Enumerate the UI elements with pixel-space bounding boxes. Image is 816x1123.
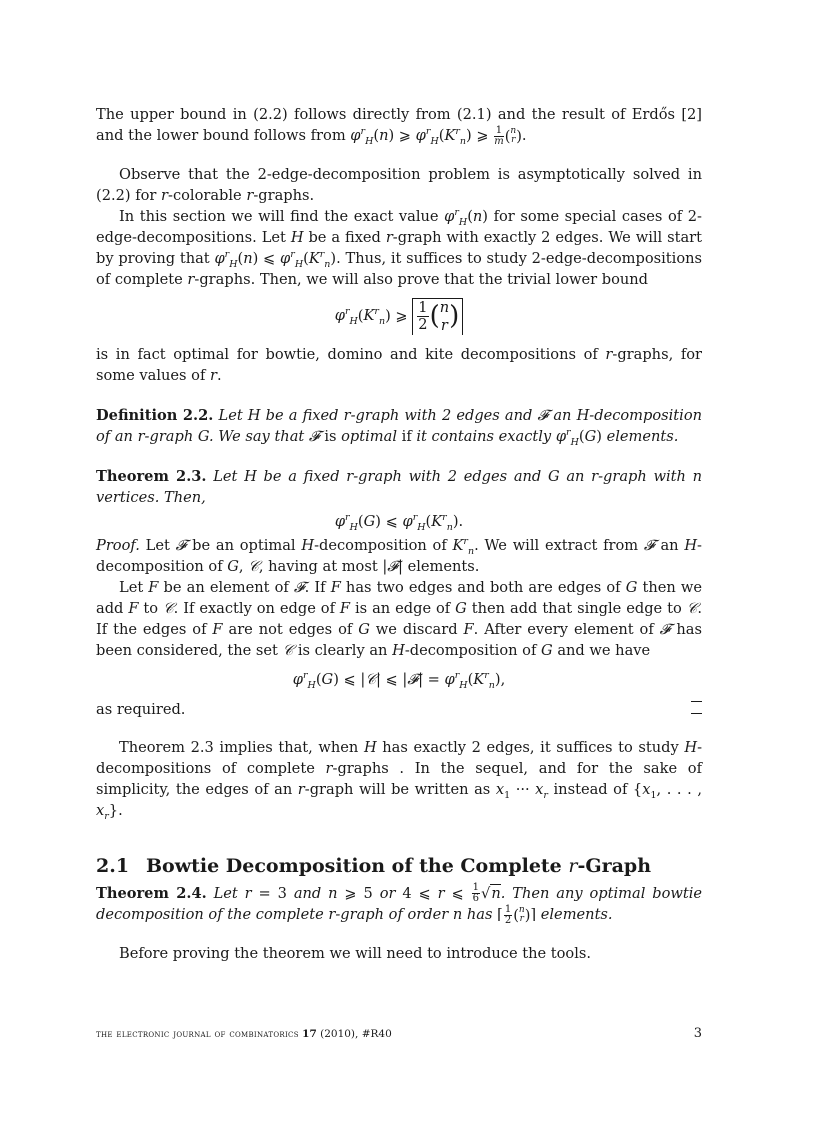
paper-page [96,104,702,964]
paragraph-observe: Observe that the 2-edge-decomposition problem is asymptotically solved in (2.2) for r-colorable r-graphs. [96,165,702,204]
proof-paragraph-1: Proof. Let 𝓕 be an optimal H-decomposition of $K^r_n$. We will extract from 𝓕 an H-decomposition of G, 𝒞, having at most |𝓕| elements. [96,535,702,575]
section-heading [96,853,702,879]
display-theorem-2-3: $\varphi^r_H(G)$ ⩽ $\varphi^r_H(K^r_n)$. [334,511,464,533]
paragraph-before-proving: Before proving the theorem we will need to introduce the tools. [119,944,592,962]
footer-year: (2010), #R40 [320,1028,392,1040]
footer-volume: 17 [302,1028,317,1040]
proof-end [96,699,702,720]
page-number: 3 [693,1026,702,1041]
display-lower-bound: $\varphi^r_H(K^r_n)$ ⩾ $\frac{1}{2}$ ( n r ) [96,298,702,335]
paragraph-theorem-implication: Theorem 2.3 implies that, when H has exactly 2 edges, it suffices to study H-decompositions of complete r-graphs . In the sequel, and for the sake of simplicity, the edges of an r-graph will be written as $x_1$ ··· $x_r$ instead of {$x_1$, . . . , $x_r$}. [96,738,702,822]
qed-icon [691,701,702,714]
theorem-2-4: Theorem 2.4. Let r = 3 and n ⩾ 5 or 4 ⩽ r ⩽ $\frac{1}{6}$ √n. Then any optimal bowtie decomposition of the complete r-graph of order n has ⌈ $\frac{1}{2}$ ( n r ) ⌉ elements. [96,882,703,926]
page-footer [96,1027,702,1041]
section-number: 2.1 [96,854,130,877]
definition-2-2: Definition 2.2. Let H be a fixed r-graph with 2 edges and 𝓕 an H-decomposition of an r-graph G. We say that 𝓕 is optimal if it contains exactly $\varphi^r_H(G)$ elements. [96,406,703,448]
proof-end-text: as required. [96,700,186,718]
paragraph-optimal: is in fact optimal for bowtie, domino and kite decompositions of r-graphs, for some values of r. [96,345,702,384]
proof-paragraph-2: Let F be an element of 𝓕. If F has two edges and both are edges of G then we add F to 𝒞. If exactly on edge of F is an edge of G then add that single edge to 𝒞. If the edges of F are not edges of G we discard F. After every element of 𝓕 has been considered, the set 𝒞 is clearly an H-decomposition of G and we have [96,578,702,659]
theorem-2-3: Theorem 2.3. Let H be a fixed r-graph with 2 edges and G an r-graph with n vertices. Then, [96,467,702,506]
paragraph-section-intro: In this section we will find the exact value $\varphi^r_H(n)$ for some special cases of 2-edge-decompositions. Let H be a fixed r-graph with exactly 2 edges. We will start by proving that $\varphi^r_H(n)$ ⩽ $\varphi^r_H(K^r_n)$. Thus, it suffices to study 2-edge-decompositions of complete r-graphs. Then, we will also prove that the trivial lower bound [96,206,703,288]
display-proof-chain: $\varphi^r_H(G)$ ⩽ |𝒞| ⩽ |𝓕| = $\varphi^r_H(K^r_n)$, [292,669,506,691]
footer-journal: the electronic journal of combinatorics [96,1028,299,1040]
paragraph-bounds: The upper bound in (2.2) follows directly from (2.1) and the result of Erdős [2] and the lower bound follows from $\varphi^r_H(n)$ ⩾ $\varphi^r_H(K^r_n)$ ⩾ $\frac{1}{m}$ ( n r ) . [96,106,702,147]
section-title: Bowtie Decomposition of the Complete r-Graph [146,854,652,877]
